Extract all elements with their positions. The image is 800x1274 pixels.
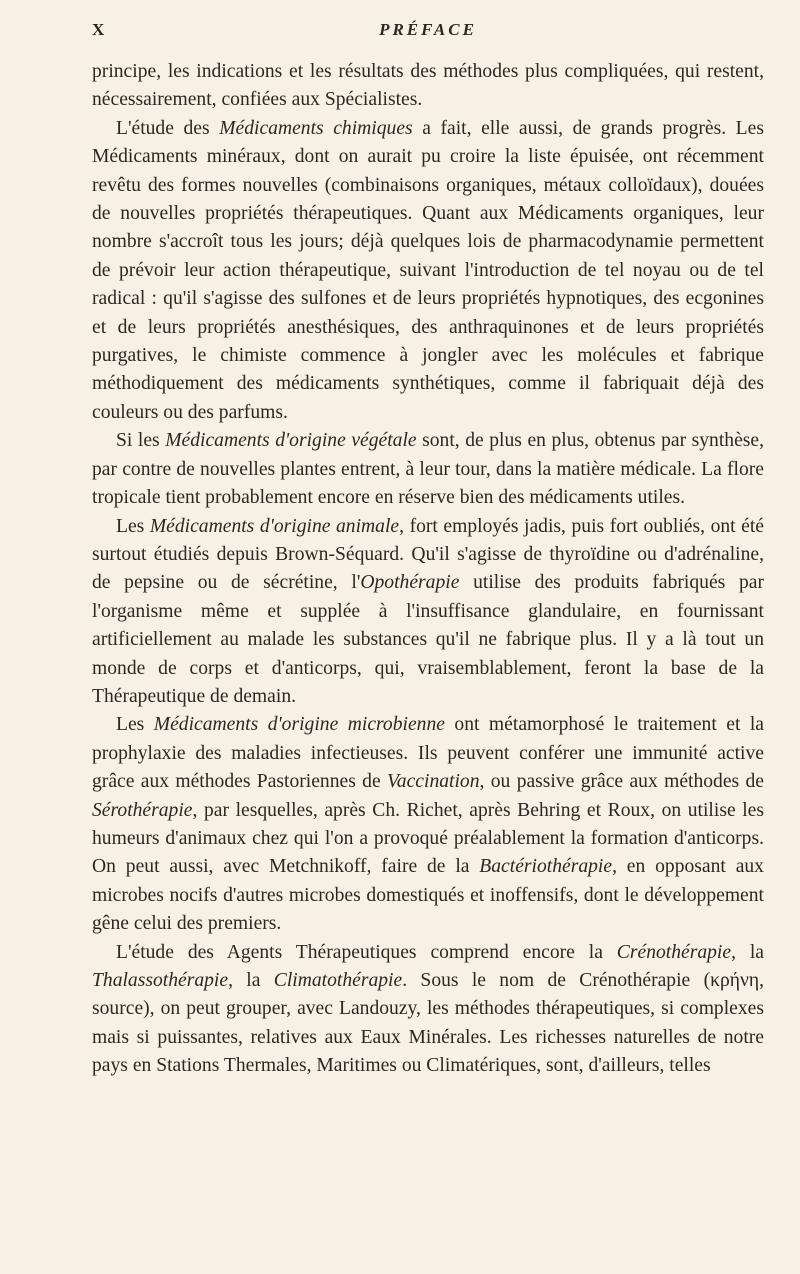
paragraph (92, 711, 764, 938)
text-run: L'étude des (116, 117, 220, 139)
text-run: , fort employés jadis, puis fort oubliés, ont été surtout étudiés depuis Brown-Séquard. Qu'il s'agisse de thyroïdine ou d'adrénaline, de pepsine ou de sécrétine, l' (92, 515, 764, 594)
text-run: , la (228, 970, 274, 991)
text-run: ont métamorphosé le traitement et la prophylaxie des maladies infectieuses. Ils peuvent conférer une immunité active grâce aux méthodes Pastoriennes de (92, 714, 764, 793)
text-run: principe, les indications et les résultats des méthodes plus compliquées, qui restent, nécessairement, confiées aux Spécialistes. (92, 61, 764, 111)
running-title: PRÉFACE (379, 20, 477, 39)
emphasis-text: Bactériothérapie (479, 856, 613, 878)
text-run: a fait, elle aussi, de grands progrès. Les Médicaments minéraux, dont on aurait pu croire la liste épuisée, ont récemment revêtu des formes nouvelles (combinaisons organiques, métaux colloïdaux), douées de nouvelles propriétés thérapeutiques. Quant aux Médicaments organiques, leur nombre s'accroît tous les jours; déjà quelques lois de pharmacodynamie permettent de prévoir leur action thérapeutique, suivant l'introduction de tel noyau ou de tel radical : qu'il s'agisse des sulfones et de leurs propriétés hypnotiques, des ecgonines et de leurs propriétés anesthésiques, des anthraquinones et de leurs propriétés purgatives, le chimiste commence à jongler avec les molécules et fabrique méthodiquement des médicaments synthétiques, comme il fabriquait déjà des couleurs ou des parfums. (92, 117, 764, 423)
emphasis-text: Thalassothérapie (92, 970, 229, 991)
emphasis-text: Vaccination (387, 771, 480, 793)
running-head (92, 20, 764, 44)
text-run: Les (116, 714, 154, 736)
text-run: utilise des produits fabriqués par l'organisme même et supplée à l'insuffisance glandulaire, en fournissant artificiellement au malade les substances qu'il ne fabrique plus. Il y a là tout un monde de corps et d'anticorps, qui, vraisemblablement, feront la base de la Thérapeutique de demain. (92, 572, 764, 707)
emphasis-text: Médicaments d'origine microbienne (153, 714, 445, 736)
emphasis-text: Crénothérapie (616, 941, 732, 963)
paragraph (92, 513, 764, 712)
text-run: L'étude des Agents Thérapeutiques comprend encore la (116, 941, 617, 963)
text-run: , par lesquelles, après Ch. Richet, après Behring et Roux, on utilise les humeurs d'animaux chez qui l'on a provoqué préalablement la formation d'anticorps. On peut aussi, avec Metchnikoff, faire de la (92, 799, 764, 878)
emphasis-text: Médicaments chimiques (219, 117, 413, 139)
text-run: . Sous le nom de Crénothérapie (κρήνη, source), on peut grouper, avec Landouzy, les méthodes thérapeutiques, si complexes mais si puissantes, relatives aux Eaux Minérales. Les richesses naturelles de notre pays en Stations Thermales, Maritimes ou Climatériques, sont, d'ailleurs, telles (92, 970, 764, 1077)
paragraph (92, 939, 764, 1081)
emphasis-text: Opothérapie (360, 572, 460, 594)
paragraph (92, 427, 764, 512)
page-number: X (92, 20, 106, 39)
emphasis-text: Médicaments d'origine végétale (165, 430, 417, 452)
text-run: , ou passive grâce aux méthodes de (479, 771, 765, 793)
text-run: Les (116, 515, 150, 537)
text-run: , la (731, 941, 765, 963)
text-run: sont, de plus en plus, obtenus par synthèse, par contre de nouvelles plantes entrent, à leur tour, dans la matière médicale. La flore tropicale tient probablement encore en réserve bien des médicaments utiles. (92, 430, 765, 509)
text-run: , en opposant aux microbes nocifs d'autres microbes domestiqués et inoffensifs, dont le développement gêne celui des premiers. (92, 856, 764, 935)
emphasis-text: Climatothérapie (273, 970, 403, 991)
emphasis-text: Sérothérapie (92, 799, 193, 821)
emphasis-text: Médicaments d'origine animale (149, 515, 400, 537)
text-run: Si les (116, 430, 166, 452)
paragraph (92, 58, 764, 115)
paragraph (92, 115, 764, 427)
body-text (92, 58, 764, 1081)
